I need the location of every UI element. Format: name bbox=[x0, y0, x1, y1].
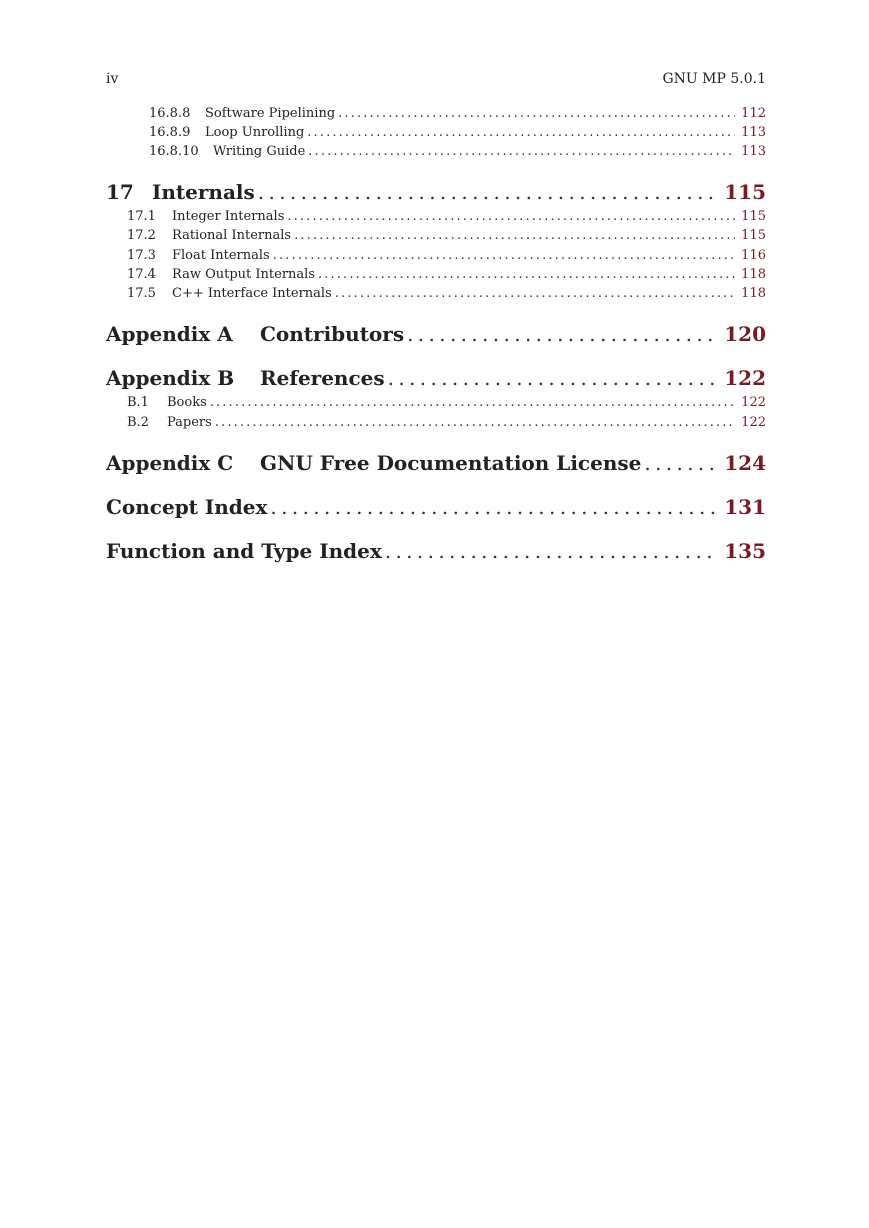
section-title: C++ Interface Internals bbox=[172, 286, 332, 302]
dot-leader bbox=[270, 494, 718, 520]
toc-entry-17-1[interactable] bbox=[106, 207, 766, 226]
dot-leader bbox=[388, 365, 719, 391]
appendix-label: Appendix B bbox=[106, 366, 235, 391]
section-number: B.2 bbox=[127, 414, 149, 430]
document-title: GNU MP 5.0.1 bbox=[662, 71, 766, 87]
toc-appendix-c[interactable] bbox=[106, 450, 766, 476]
page-number-link[interactable]: 131 bbox=[724, 495, 766, 520]
page-number-link[interactable]: 115 bbox=[741, 209, 766, 224]
page-number-link[interactable]: 122 bbox=[741, 414, 766, 430]
page-number-link[interactable]: 113 bbox=[741, 125, 766, 140]
page-number-link[interactable]: 122 bbox=[724, 366, 766, 391]
appendix-title: Contributors bbox=[260, 322, 405, 347]
toc-entry-16-8-10[interactable] bbox=[106, 142, 766, 161]
dot-leader bbox=[307, 123, 735, 142]
page-label: iv bbox=[106, 71, 119, 87]
section-title: Software Pipelining bbox=[205, 106, 336, 121]
section-title: Books bbox=[167, 395, 207, 411]
section-title: Writing Guide bbox=[213, 144, 306, 159]
toc-entry-17-3[interactable] bbox=[106, 246, 766, 265]
appendix-title: GNU Free Documentation License bbox=[260, 451, 642, 476]
toc-concept-index[interactable] bbox=[106, 494, 766, 520]
toc-entry-b-2[interactable] bbox=[106, 413, 766, 432]
section-number: 16.8.9 bbox=[149, 125, 191, 140]
toc-chapter-17[interactable] bbox=[106, 179, 766, 205]
toc-function-index[interactable] bbox=[106, 538, 766, 564]
appendix-title: References bbox=[260, 366, 385, 391]
page-number-link[interactable]: 116 bbox=[741, 247, 766, 263]
section-number: 16.8.10 bbox=[149, 144, 199, 159]
dot-leader bbox=[287, 207, 735, 226]
page-number-link[interactable]: 135 bbox=[724, 539, 766, 564]
section-number: 16.8.8 bbox=[149, 106, 191, 121]
toc-appendix-b[interactable] bbox=[106, 365, 766, 391]
index-title: Concept Index bbox=[106, 495, 268, 520]
toc-entry-17-5[interactable] bbox=[106, 284, 766, 303]
page-number-link[interactable]: 112 bbox=[741, 106, 766, 121]
page-number-link[interactable]: 124 bbox=[724, 451, 766, 476]
section-title: Raw Output Internals bbox=[172, 266, 315, 282]
appendix-label: Appendix C bbox=[106, 451, 234, 476]
toc-entry-16-8-8[interactable] bbox=[106, 104, 766, 123]
dot-leader bbox=[308, 142, 735, 161]
page-number-link[interactable]: 122 bbox=[741, 395, 766, 411]
page-number-link[interactable]: 120 bbox=[724, 322, 766, 347]
section-number: 17.5 bbox=[127, 286, 156, 302]
page-number-link[interactable]: 115 bbox=[724, 180, 766, 204]
appendix-label: Appendix A bbox=[106, 322, 233, 347]
toc-entry-16-8-9[interactable] bbox=[106, 123, 766, 142]
dot-leader bbox=[335, 284, 735, 303]
running-head bbox=[106, 70, 766, 88]
section-number: 17.2 bbox=[127, 228, 156, 244]
dot-leader bbox=[644, 450, 718, 476]
section-number: B.1 bbox=[127, 395, 149, 411]
dot-leader bbox=[385, 538, 719, 564]
section-number: 17.1 bbox=[127, 209, 156, 224]
dot-leader bbox=[318, 265, 735, 284]
section-title: Loop Unrolling bbox=[205, 125, 305, 140]
toc-entry-17-4[interactable] bbox=[106, 265, 766, 284]
toc-entry-b-1[interactable] bbox=[106, 393, 766, 412]
section-number: 17.3 bbox=[127, 247, 156, 263]
page-number-link[interactable]: 118 bbox=[741, 286, 766, 302]
dot-leader bbox=[273, 246, 735, 265]
section-title: Rational Internals bbox=[172, 228, 292, 244]
page-number-link[interactable]: 113 bbox=[741, 144, 766, 159]
dot-leader bbox=[215, 413, 735, 432]
toc-appendix-a[interactable] bbox=[106, 321, 766, 347]
section-number: 17.4 bbox=[127, 266, 156, 282]
dot-leader bbox=[210, 393, 735, 412]
section-title: Float Internals bbox=[172, 247, 270, 263]
section-title: Integer Internals bbox=[172, 209, 285, 224]
toc-page bbox=[106, 70, 766, 566]
dot-leader bbox=[258, 179, 718, 205]
index-title: Function and Type Index bbox=[106, 539, 382, 564]
page-number-link[interactable]: 115 bbox=[741, 228, 766, 244]
page-number-link[interactable]: 118 bbox=[741, 266, 766, 282]
section-title: Papers bbox=[167, 414, 212, 430]
chapter-title: Internals bbox=[152, 180, 255, 204]
toc-entry-17-2[interactable] bbox=[106, 226, 766, 245]
chapter-number: 17 bbox=[106, 180, 134, 204]
dot-leader bbox=[407, 321, 718, 347]
dot-leader bbox=[338, 104, 735, 123]
dot-leader bbox=[294, 226, 735, 245]
